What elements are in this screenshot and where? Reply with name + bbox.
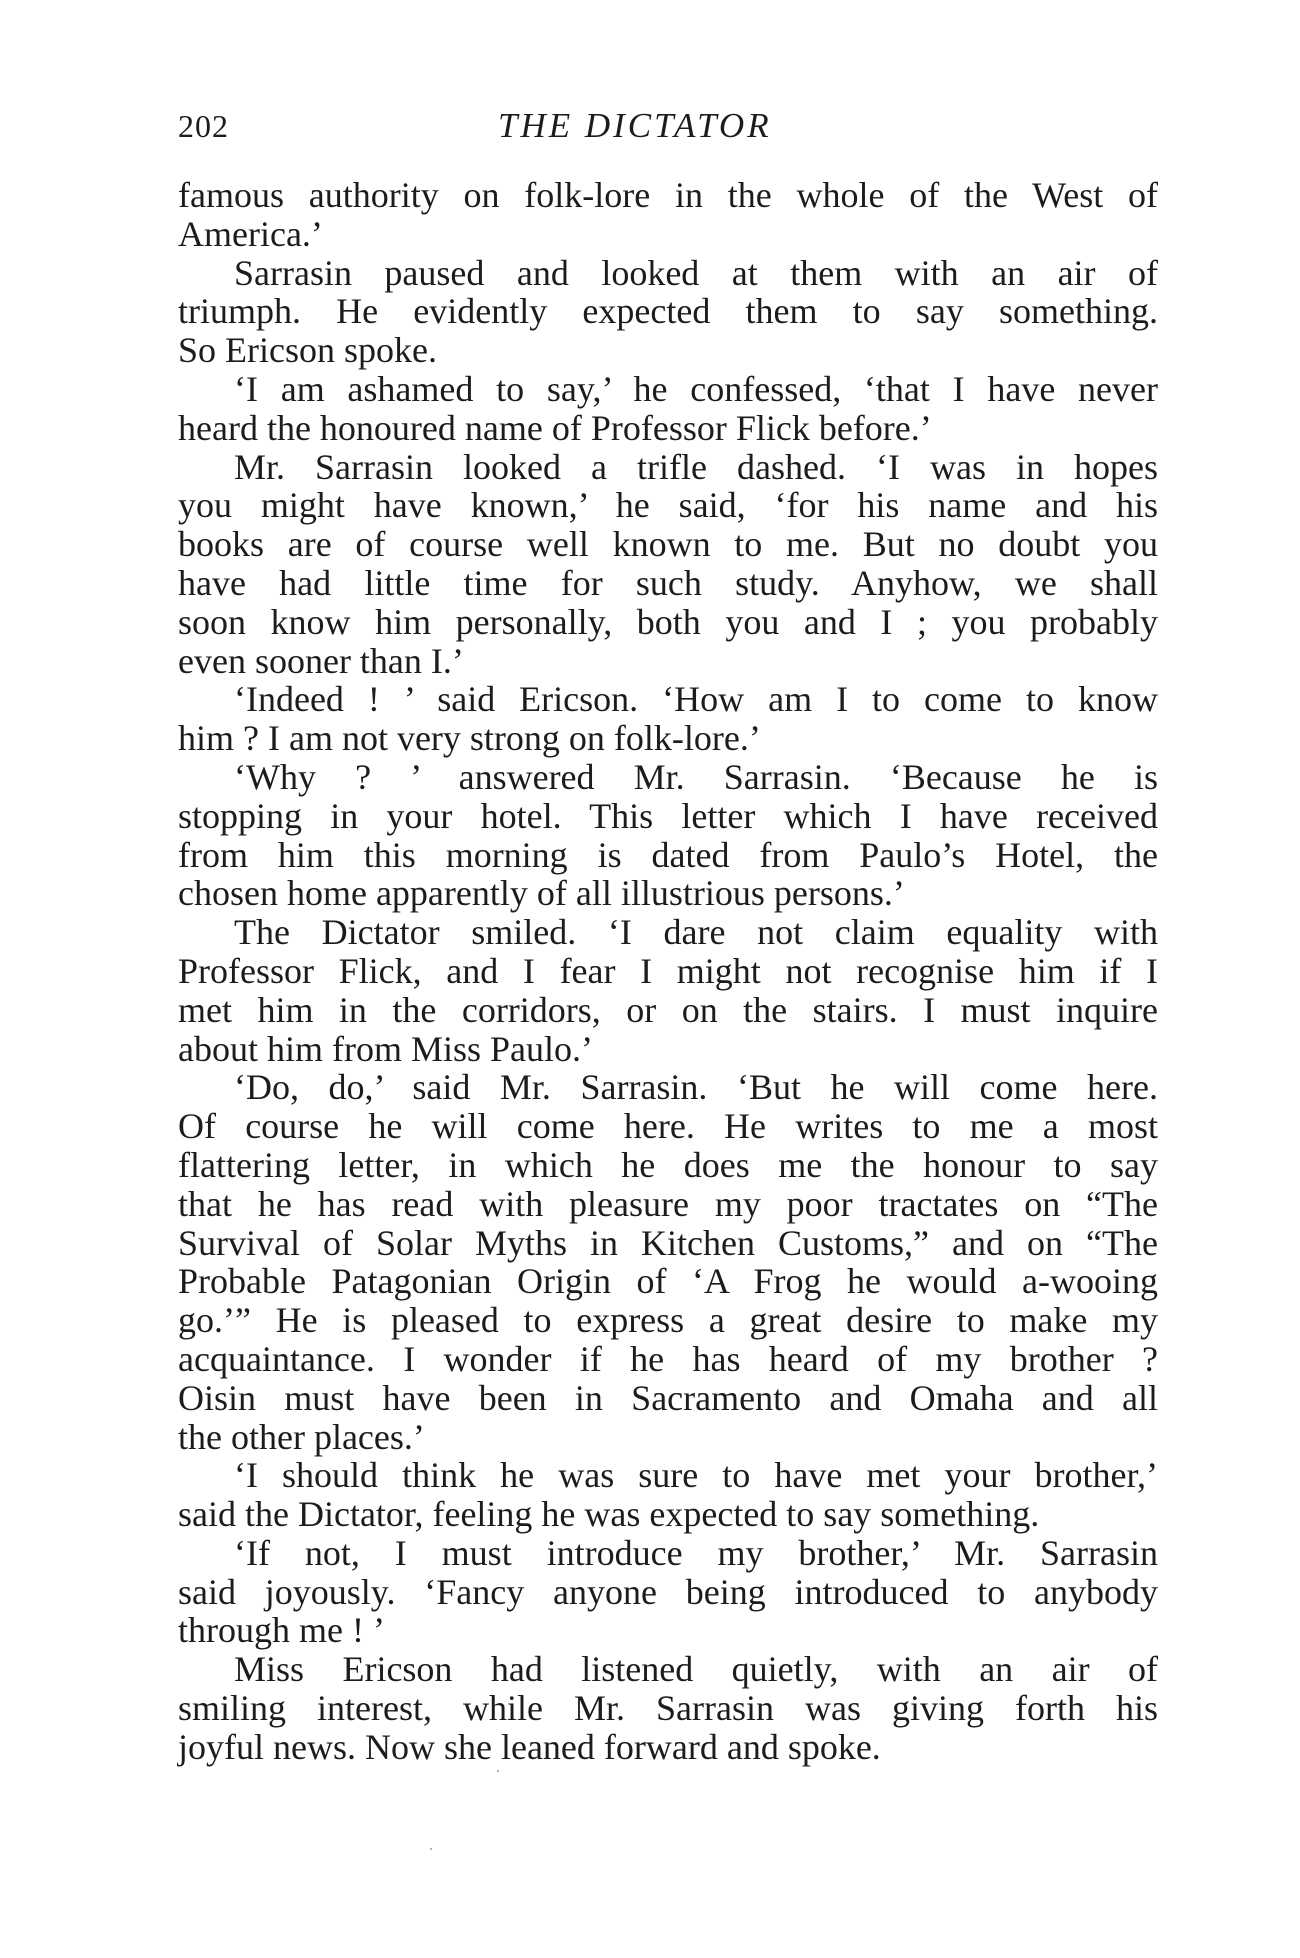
text-line: soon know him personally, both you and I ; you probably bbox=[178, 601, 1158, 642]
text-line: flattering letter, in which he does me the honour to say bbox=[178, 1144, 1158, 1185]
text-line: Oisin must have been in Sacramento and Omaha and all bbox=[178, 1377, 1158, 1418]
paragraph-first-line: Miss Ericson had listened quietly, with an air of bbox=[234, 1649, 1158, 1690]
body-text bbox=[178, 176, 1158, 1767]
text-line: from him this morning is dated from Paulo’s Hotel, the bbox=[178, 834, 1158, 875]
text-line: famous authority on folk-lore in the whole of the West of bbox=[178, 175, 1158, 215]
text-line: said the Dictator, feeling he was expected to say something. bbox=[178, 1494, 1040, 1535]
text-line: joyful news. Now she leaned forward and spoke. bbox=[178, 1726, 881, 1767]
text-line: go.’” He is pleased to express a great desire to make my bbox=[178, 1300, 1158, 1341]
text-line: chosen home apparently of all illustrious persons.’ bbox=[178, 873, 905, 914]
text-line: said joyously. ‘Fancy anyone being introduced to anybody bbox=[178, 1571, 1158, 1612]
text-line: So Ericson spoke. bbox=[178, 330, 437, 371]
text-line: even sooner than I.’ bbox=[178, 640, 464, 681]
page-header bbox=[178, 108, 1158, 158]
text-line: America.’ bbox=[178, 213, 323, 254]
text-line: you might have known,’ he said, ‘for his name and his bbox=[178, 485, 1158, 526]
text-line: met him in the corridors, or on the stairs. I must inquire bbox=[178, 989, 1158, 1030]
text-line: triumph. He evidently expected them to say something. bbox=[178, 291, 1158, 332]
scan-speck bbox=[497, 1770, 499, 1772]
paragraph-first-line: ‘If not, I must introduce my brother,’ Mr. Sarrasin bbox=[234, 1532, 1158, 1573]
paragraph-first-line: ‘I am ashamed to say,’ he confessed, ‘that I have never bbox=[234, 368, 1158, 409]
paragraph-first-line: The Dictator smiled. ‘I dare not claim equality with bbox=[234, 912, 1158, 953]
running-title: THE DICTATOR bbox=[498, 106, 772, 145]
text-line: heard the honoured name of Professor Flick before.’ bbox=[178, 407, 932, 448]
text-line: books are of course well known to me. But no doubt you bbox=[178, 524, 1158, 565]
text-line: through me ! ’ bbox=[178, 1610, 385, 1651]
text-line: the other places.’ bbox=[178, 1416, 425, 1457]
text-line: Professor Flick, and I fear I might not recognise him if I bbox=[178, 950, 1158, 991]
text-line: smiling interest, while Mr. Sarrasin was giving forth his bbox=[178, 1688, 1158, 1729]
page-number: 202 bbox=[178, 108, 229, 144]
text-line: stopping in your hotel. This letter which I have received bbox=[178, 795, 1158, 836]
scan-speck bbox=[430, 1848, 432, 1850]
text-line: that he has read with pleasure my poor tractates on “The bbox=[178, 1183, 1158, 1224]
text-line: have had little time for such study. Anyhow, we shall bbox=[178, 562, 1158, 603]
text-line: Probable Patagonian Origin of ‘A Frog he would a-wooing bbox=[178, 1261, 1158, 1302]
text-line: about him from Miss Paulo.’ bbox=[178, 1028, 593, 1069]
text-line: Survival of Solar Myths in Kitchen Customs,” and on “The bbox=[178, 1222, 1158, 1263]
text-line: him ? I am not very strong on folk-lore.’ bbox=[178, 718, 761, 759]
text-line: acquaintance. I wonder if he has heard of my brother ? bbox=[178, 1338, 1158, 1379]
paragraph-first-line: ‘Indeed ! ’ said Ericson. ‘How am I to come to know bbox=[234, 679, 1158, 720]
text-line: Of course he will come here. He writes to me a most bbox=[178, 1106, 1158, 1147]
paragraph-first-line: ‘I should think he was sure to have met your brother,’ bbox=[234, 1455, 1158, 1496]
paragraph-first-line: ‘Why ? ’ answered Mr. Sarrasin. ‘Because he is bbox=[234, 756, 1158, 797]
paragraph-first-line: ‘Do, do,’ said Mr. Sarrasin. ‘But he will come here. bbox=[234, 1067, 1158, 1108]
paragraph-first-line: Mr. Sarrasin looked a trifle dashed. ‘I was in hopes bbox=[234, 446, 1158, 487]
paragraph-first-line: Sarrasin paused and looked at them with an air of bbox=[234, 252, 1158, 293]
